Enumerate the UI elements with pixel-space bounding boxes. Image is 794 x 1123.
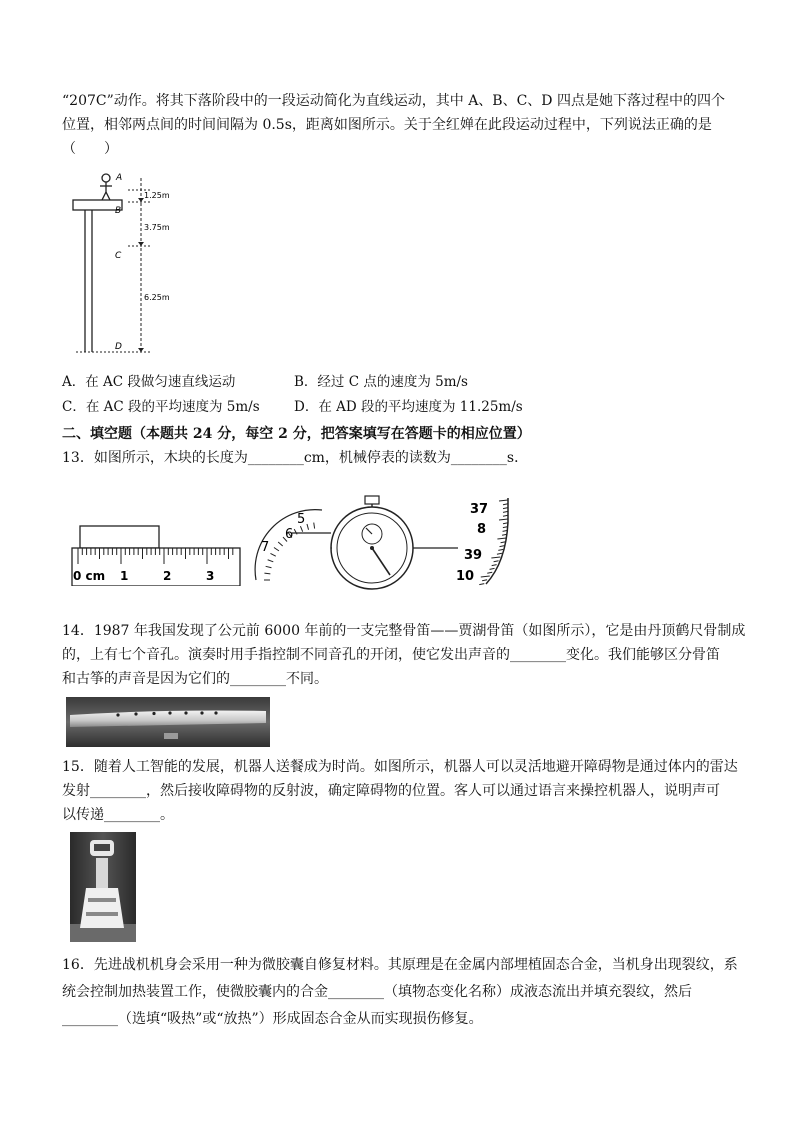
second-label-10: 10 <box>456 569 475 584</box>
ruler-label-2: 2 <box>163 569 172 583</box>
second-dial-tick <box>499 519 508 520</box>
q15-text-line2: 发射________，然后接收障碍物的反射波，确定障碍物的位置。客人可以通过语言来操控机器人，说明声可 <box>62 783 720 799</box>
second-label-39: 39 <box>464 548 483 563</box>
q12-option-b: B．经过 C 点的速度为 5m/s <box>294 374 468 390</box>
second-dial-tick <box>490 568 495 569</box>
distance-cd: 6.25m <box>144 293 170 302</box>
minute-label-7: 7 <box>261 540 270 555</box>
ruler-figure <box>68 518 244 586</box>
minute-dial-tick <box>264 573 270 574</box>
minute-dial-tick <box>314 523 315 529</box>
section-title: 二、填空题（本题共 24 分，每空 2 分，把答案填写在答题卡的相应位置） <box>62 426 531 442</box>
ruler-label-0: 0 cm <box>73 569 106 583</box>
stopwatch-figure <box>246 492 520 592</box>
second-dial-tick <box>487 572 492 573</box>
diving-platform-figure <box>62 166 192 361</box>
second-dial-arc <box>486 498 508 584</box>
minute-dial-tick <box>270 553 275 556</box>
q15-text-line3: 以传递________。 <box>62 807 174 823</box>
point-label-c: C <box>115 251 122 261</box>
minute-dial-tick <box>278 542 283 546</box>
q12-option-a: A．在 AC 段做匀速直线运动 <box>62 374 236 390</box>
diver-head <box>102 174 110 182</box>
q16-text-line1: 16．先进战机机身会采用一种为微胶囊自修复材料。其原理是在金属内部埋植固态合金，当机身出现裂纹，系 <box>62 957 738 973</box>
second-dial-tick <box>491 557 500 558</box>
distance-ab: 1.25m <box>144 191 170 200</box>
q14-text-line1: 14．1987 年我国发现了公元前 6000 年前的一支完整骨笛——贾湖骨笛（如图所示），它是由丹顶鹤尺骨制成 <box>62 623 746 639</box>
bone-flute-photo <box>66 697 270 747</box>
second-label-37: 37 <box>470 502 489 517</box>
q12-option-d: D．在 AD 段的平均速度为 11.25m/s <box>294 399 523 415</box>
q16-text-line3: ________（选填“吸热”或“放热”）形成固态合金从而实现损伤修复。 <box>62 1011 483 1027</box>
q14-text-line3: 和古筝的声音是因为它们的________不同。 <box>62 671 328 687</box>
minute-label-5: 5 <box>297 512 306 527</box>
second-dial-tick <box>497 538 506 539</box>
second-dial-tick <box>479 584 484 585</box>
point-label-d: D <box>115 342 122 352</box>
q14-text-line2: 的，上有七个音孔。演奏时用手指控制不同音孔的开闭，使它发出声音的________变化。我们能够区分骨笛 <box>62 647 720 663</box>
q15-text-line1: 15．随着人工智能的发展，机器人送餐成为时尚。如图所示，机器人可以灵活地避开障碍物是通过体内的雷达 <box>62 759 738 775</box>
q12-text-line3: （ ） <box>62 141 118 157</box>
q13-text: 13．如图所示，木块的长度为________cm，机械停表的读数为________s． <box>62 450 529 466</box>
minute-dial-tick <box>274 547 279 550</box>
minute-dial-tick <box>266 566 272 567</box>
q12-option-c: C．在 AC 段的平均速度为 5m/s <box>62 399 260 415</box>
delivery-robot-photo <box>70 832 136 942</box>
second-label-8: 8 <box>477 522 487 537</box>
q16-text-line2: 统会控制加热装置工作，使微胶囊内的合金________（填物态变化名称）成液态流出并填充裂纹，然后 <box>62 984 692 1000</box>
ruler-label-3: 3 <box>206 569 215 583</box>
point-label-b: B <box>115 206 122 216</box>
second-dial-tick <box>499 500 508 501</box>
q12-text-line1: “207C”动作。将其下落阶段中的一段运动简化为直线运动，其中 A、B、C、D 四点是她下落过程中的四个 <box>62 93 725 109</box>
second-dial-tick <box>482 580 487 581</box>
minute-dial-tick <box>307 524 309 530</box>
distance-bc: 3.75m <box>144 223 170 232</box>
point-label-a: A <box>116 173 123 183</box>
robot-body <box>80 888 124 928</box>
second-dial-tick <box>497 553 502 554</box>
minute-dial-tick <box>268 560 274 562</box>
second-dial-tick <box>492 565 497 566</box>
ruler-label-1: 1 <box>120 569 129 583</box>
minute-label-6: 6 <box>285 527 294 542</box>
q12-text-line2: 位置，相邻两点间的时间间隔为 0.5s，距离如图所示。关于全红婵在此段运动过程中，下列说法正确的是 <box>62 117 712 133</box>
second-dial-tick <box>498 549 503 550</box>
second-dial-tick <box>500 546 505 547</box>
second-dial-tick <box>494 561 499 562</box>
stopwatch-crown <box>365 496 379 504</box>
second-dial-tick <box>481 576 490 577</box>
wooden-block <box>80 526 159 548</box>
